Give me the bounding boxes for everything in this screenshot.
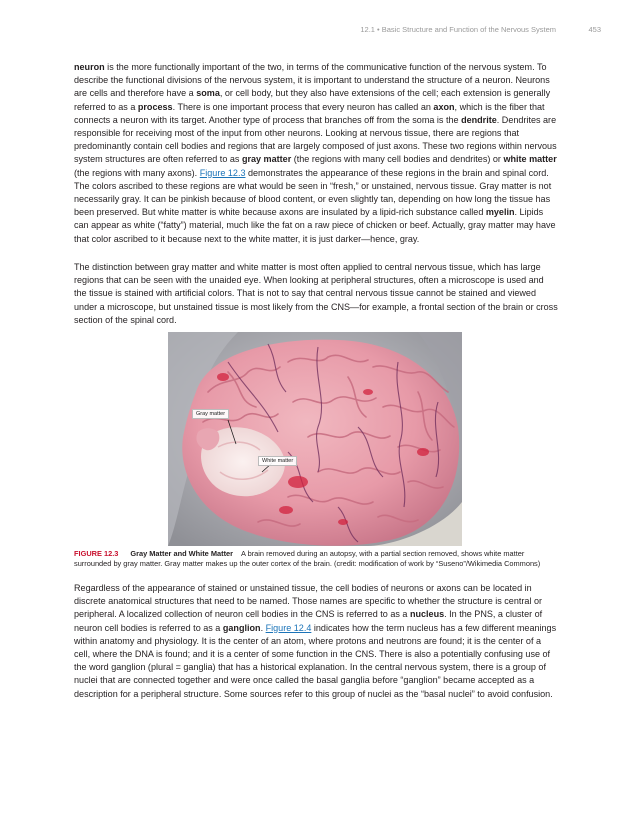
term-axon: axon <box>433 101 455 112</box>
term-ganglion: ganglion <box>222 622 261 633</box>
text-run: (the regions with many axons). <box>74 167 200 178</box>
text-run: demonstrates the appearance of these regions in the brain and spinal cord. The colors ascribed to these regions are what would be seen in “fresh,” or unstained, nervous tissue. Gray matter is not necessarily gray. It can be pinkish because of blood content, or even slightly tan, depending on how long the tissue has been preserved. But white matter is white because axons are insulated by a lipid-rich substance called <box>74 167 552 218</box>
figure-12-4-link[interactable]: Figure 12.4 <box>265 622 312 633</box>
term-myelin: myelin <box>485 207 515 218</box>
paragraph-nucleus-ganglion <box>74 582 558 701</box>
term-neuron: neuron <box>74 62 105 72</box>
text-run: . Dendrites are responsible for receiving most of the input from other neurons. Looking at nervous tissue, there are regions that predominantly contain cell bodies and regions that are largely composed of just axons. These two regions within nervous system structures are often referred to as <box>74 114 557 165</box>
text-run: (the regions with many cell bodies and dendrites) or <box>291 154 504 165</box>
page-number: 453 <box>588 25 601 34</box>
figure-12-3-link[interactable]: Figure 12.3 <box>199 167 246 178</box>
text-run: . There is one important process that every neuron has called an <box>172 101 434 112</box>
text-run: . Lipids can appear as white (“fatty”) material, much like the fat on a raw piece of chicken or beef. Actually, gray matter may have that color ascribed to it because next to the white matter, it is just darker—hence, gray. <box>74 207 556 244</box>
text-run: Regardless of the appearance of stained or unstained tissue, the cell bodies of neurons or axons can be located in discrete anatomical structures that need to be named. Those names are specific to whether the structure is central or peripheral. A localized collection of neuron cell bodies in the CNS is referred to as a <box>74 583 542 620</box>
brain-photo-figure <box>168 332 462 546</box>
figure-number: FIGURE 12.3 <box>74 549 119 558</box>
figure-title: Gray Matter and White Matter <box>130 549 234 558</box>
term-process: process <box>137 101 173 112</box>
text-run: , or cell body, but they also have extensions of the cell; each extension is generally referred to as a <box>74 88 551 112</box>
text-run: . In the PNS, a cluster of neuron cell bodies is referred to as a <box>74 609 543 633</box>
text-run: . <box>260 622 266 633</box>
white-matter-label: White matter <box>258 456 297 466</box>
text-run: , which is the fiber that connects a neuron with its target. Another type of process that branches off from the soma is the <box>74 101 545 125</box>
paragraph-text: The distinction between gray matter and white matter is most often applied to central nervous tissue, which has large regions that can be seen with the unaided eye. When looking at peripheral structures, often a microscope is used and the tissue is stained with artificial colors. That is not to say that central nervous tissue cannot be stained and viewed under a microscope, but unstained tissue is most likely from the CNS—for example, a frontal section of the brain or cross section of the spinal cord. <box>74 262 558 325</box>
term-white-matter: white matter <box>503 154 557 165</box>
term-gray-matter: gray matter <box>241 154 292 165</box>
running-header <box>0 25 630 37</box>
section-title: 12.1 • Basic Structure and Function of the Nervous System <box>360 25 556 34</box>
figure-caption <box>74 549 558 569</box>
paragraph-gray-white-distinction <box>74 261 558 327</box>
text-run: is the more functionally important of the two, in terms of the communicative function of the nervous system. To describe the functional divisions of the nervous system, it is important to understand the structure of a neuron. Neurons are cells and therefore have a <box>74 62 550 99</box>
text-run: indicates how the term nucleus has a few different meanings within anatomy and physiology. It is the center of an atom, where protons and neutrons are found; it is the center of a cell, where the DNA is found; and it is a center of some function in the CNS. There is also a potentially confusing use of the word ganglion (plural = ganglia) that has a historical explanation. In the central nervous system, there is a group of nuclei that are connected together and were once called the basal ganglia before “ganglion” became accepted as a description for a peripheral structure. Some sources refer to this group of nuclei as the “basal nuclei” to avoid confusion. <box>74 622 557 699</box>
term-soma: soma <box>196 88 220 99</box>
paragraph-neuron-structure <box>74 61 558 246</box>
caption-text: A brain removed during an autopsy, with a partial section removed, shows white matter surrounded by gray matter. Gray matter makes up the outer cortex of the brain. (credit: modification of work by “Suseno”/Wikimedia Commons) <box>74 549 541 568</box>
term-nucleus: nucleus <box>409 609 445 620</box>
gray-matter-label: Gray matter <box>192 409 229 419</box>
term-dendrite: dendrite <box>461 114 497 125</box>
brain-photo <box>168 332 462 546</box>
